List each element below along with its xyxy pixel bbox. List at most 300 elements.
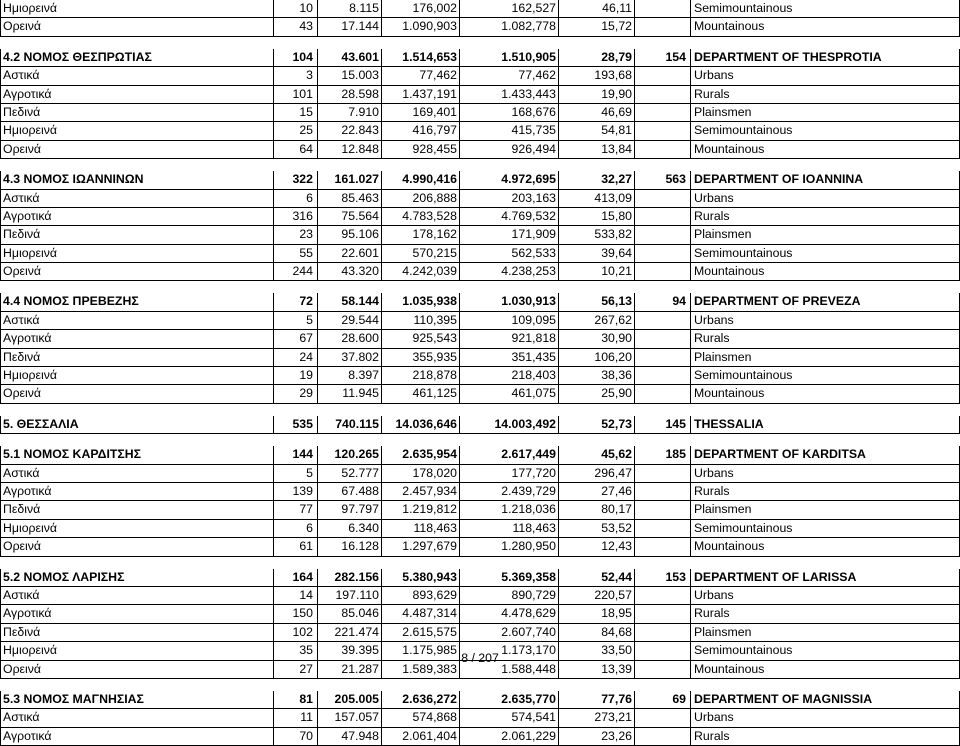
cell-border [0, 171, 1, 188]
cell-area-label: 4.2 ΝΟΜΟΣ ΘΕΣΠΡΩΤΙΑΣ [3, 49, 152, 64]
cell-border [690, 483, 691, 500]
cell-english-label: Rurals [694, 728, 730, 743]
cell-population: 205.005 [334, 691, 379, 706]
cell-density: 19,90 [601, 86, 632, 101]
cell-area-km2: 2.457,934 [402, 483, 457, 498]
table-row [0, 190, 960, 208]
cell-population: 197.110 [335, 587, 379, 602]
cell-english-label: DEPARTMENT OF IOANNINA [694, 172, 864, 187]
cell-area-km2: 218,878 [412, 368, 457, 383]
cell-border [317, 501, 318, 518]
cell-population: 120.265 [334, 447, 379, 462]
cell-density-rank [634, 86, 686, 103]
cell-density-rank: 185 [665, 447, 686, 462]
cell-density-rank [634, 330, 686, 347]
cell-area-label: Πεδινά [3, 502, 41, 517]
table-row [0, 122, 960, 140]
cell-settlements-count: 14 [299, 587, 313, 602]
cell-area-label: Ορεινά [3, 539, 42, 554]
cell-border [690, 0, 691, 17]
cell-border [690, 385, 691, 402]
cell-settlements-count: 81 [299, 691, 313, 706]
cell-area-label: Ημιορεινά [3, 368, 58, 383]
cell-density-rank [634, 538, 686, 555]
cell-density-rank [634, 349, 686, 366]
cell-settlements-count: 64 [299, 141, 313, 156]
cell-area-label: Ορεινά [3, 386, 42, 401]
cell-english-label: Urbans [694, 312, 734, 327]
cell-density: 77,76 [601, 691, 632, 706]
cell-population: 97.797 [341, 502, 379, 517]
cell-density: 39,64 [601, 245, 632, 260]
cell-border [317, 86, 318, 103]
cell-border [690, 709, 691, 726]
cell-area-km2: 2.061,404 [402, 728, 457, 743]
cell-population: 8.397 [348, 368, 379, 383]
cell-density-rank [634, 263, 686, 280]
cell-rural-area: 1.218,036 [501, 502, 556, 517]
cell-border [317, 104, 318, 121]
cell-border [317, 122, 318, 139]
cell-border [317, 312, 318, 329]
cell-population: 6.340 [348, 520, 379, 535]
cell-density-rank [634, 104, 686, 121]
cell-area-label: Αγροτικά [3, 728, 52, 743]
cell-border [0, 312, 1, 329]
table-row [0, 312, 960, 330]
cell-density-rank [634, 385, 686, 402]
cell-density: 80,17 [601, 502, 632, 517]
cell-border [690, 171, 691, 188]
cell-border [317, 520, 318, 537]
cell-area-label: Πεδινά [3, 104, 41, 119]
cell-border [317, 728, 318, 745]
cell-border [690, 226, 691, 243]
cell-rural-area: 171,909 [511, 227, 556, 242]
cell-area-km2: 169,401 [412, 104, 457, 119]
cell-area-label: Ημιορεινά [3, 643, 58, 658]
cell-settlements-count: 139 [292, 483, 313, 498]
cell-area-km2: 893,629 [412, 587, 457, 602]
cell-english-label: Urbans [694, 587, 734, 602]
row-spacer [0, 434, 960, 446]
cell-border [317, 18, 318, 35]
cell-rural-area: 2.439,729 [501, 483, 556, 498]
cell-border [0, 190, 1, 207]
cell-population: 157.057 [334, 710, 379, 725]
table-row [0, 263, 960, 281]
cell-population: 29.544 [341, 312, 379, 327]
cell-rural-area: 109,095 [511, 312, 556, 327]
cell-density-rank: 69 [672, 691, 686, 706]
cell-english-label: Semimountainous [694, 368, 793, 383]
cell-density-rank [634, 367, 686, 384]
cell-rural-area: 1.280,950 [501, 539, 556, 554]
cell-density: 220,57 [594, 587, 632, 602]
cell-rural-area: 415,735 [511, 123, 556, 138]
cell-density: 533,82 [594, 227, 632, 242]
cell-border [690, 520, 691, 537]
section-row [0, 569, 960, 587]
table-row [0, 349, 960, 367]
cell-english-label: Semimountainous [694, 1, 793, 15]
cell-english-label: Plainsmen [694, 104, 752, 119]
cell-english-label: DEPARTMENT OF KARDITSA [694, 447, 866, 462]
cell-rural-area: 1.082,778 [501, 19, 556, 34]
cell-density-rank [634, 67, 686, 84]
cell-border [690, 312, 691, 329]
cell-area-label: 5. ΘΕΣΣΑΛΙΑ [3, 416, 79, 431]
cell-density-rank [634, 605, 686, 622]
cell-area-label: Αστικά [3, 190, 40, 205]
cell-area-label: 5.1 ΝΟΜΟΣ ΚΑΡΔΙΤΣΗΣ [3, 447, 142, 462]
cell-area-label: Αγροτικά [3, 606, 52, 621]
cell-rural-area: 4.238,253 [501, 264, 556, 279]
cell-settlements-count: 70 [299, 728, 313, 743]
cell-english-label: THESSALIA [694, 416, 764, 431]
cell-settlements-count: 5 [306, 312, 313, 327]
cell-area-label: Αστικά [3, 587, 40, 602]
cell-density-rank [634, 501, 686, 518]
cell-area-label: Ορεινά [3, 661, 42, 676]
cell-population: 43.320 [341, 264, 379, 279]
cell-border [317, 691, 318, 708]
section-row [0, 171, 960, 189]
cell-population: 43.601 [341, 49, 379, 64]
cell-settlements-count: 35 [299, 643, 313, 658]
cell-density-rank [634, 208, 686, 225]
cell-border [690, 263, 691, 280]
cell-settlements-count: 61 [299, 539, 313, 554]
cell-english-label: Semimountainous [694, 520, 793, 535]
cell-density-rank: 94 [672, 294, 686, 309]
cell-border [690, 330, 691, 347]
cell-settlements-count: 102 [292, 624, 313, 639]
cell-area-km2: 1.437,191 [402, 86, 457, 101]
cell-area-km2: 4.487,314 [402, 606, 457, 621]
cell-area-km2: 178,020 [412, 465, 457, 480]
cell-border [690, 465, 691, 482]
row-spacer [0, 557, 960, 569]
cell-area-label: Ορεινά [3, 19, 42, 34]
cell-area-km2: 4.242,039 [402, 264, 457, 279]
cell-settlements-count: 322 [292, 172, 313, 187]
cell-english-label: Rurals [694, 483, 730, 498]
cell-english-label: Rurals [694, 208, 730, 223]
cell-border [317, 0, 318, 17]
cell-border [0, 385, 1, 402]
cell-border [690, 446, 691, 463]
cell-density: 84,68 [601, 624, 632, 639]
cell-border [317, 709, 318, 726]
cell-english-label: Mountainous [694, 264, 765, 279]
cell-area-label: Αστικά [3, 465, 40, 480]
cell-area-label: Πεδινά [3, 624, 41, 639]
table-row [0, 538, 960, 556]
cell-border [0, 605, 1, 622]
cell-area-km2: 118,463 [413, 520, 457, 535]
cell-border [317, 208, 318, 225]
cell-english-label: Mountainous [694, 19, 765, 34]
cell-border [317, 171, 318, 188]
cell-border [690, 349, 691, 366]
cell-border [317, 67, 318, 84]
cell-settlements-count: 316 [292, 208, 313, 223]
cell-area-km2: 110,395 [413, 312, 457, 327]
cell-settlements-count: 244 [292, 264, 313, 279]
cell-border [0, 330, 1, 347]
cell-border [317, 49, 318, 66]
table-row [0, 624, 960, 642]
cell-settlements-count: 6 [306, 190, 313, 205]
cell-border [0, 691, 1, 708]
cell-density: 10,21 [601, 264, 632, 279]
cell-area-label: Αγροτικά [3, 86, 52, 101]
cell-border [690, 122, 691, 139]
cell-area-km2: 4.783,528 [402, 208, 457, 223]
cell-border [317, 141, 318, 158]
cell-density-rank [634, 18, 686, 35]
cell-density: 23,26 [601, 728, 632, 743]
cell-area-km2: 5.380,943 [402, 569, 457, 584]
cell-density-rank [634, 624, 686, 641]
cell-border [0, 349, 1, 366]
cell-border [690, 501, 691, 518]
cell-area-km2: 925,543 [412, 331, 457, 346]
cell-border [690, 538, 691, 555]
section-row [0, 446, 960, 464]
cell-settlements-count: 10 [299, 1, 313, 15]
cell-area-label: Αστικά [3, 710, 40, 725]
cell-english-label: Mountainous [694, 539, 765, 554]
cell-population: 85.046 [341, 606, 379, 621]
cell-english-label: Semimountainous [694, 123, 793, 138]
table-row [0, 501, 960, 519]
cell-population: 22.601 [341, 245, 379, 260]
table-row [0, 483, 960, 501]
cell-border [690, 569, 691, 586]
row-spacer [0, 679, 960, 691]
cell-area-km2: 176,002 [412, 1, 457, 15]
cell-border [0, 86, 1, 103]
cell-english-label: Urbans [694, 68, 734, 83]
cell-english-label: Urbans [694, 710, 734, 725]
cell-density-rank [634, 122, 686, 139]
cell-english-label: Rurals [694, 606, 730, 621]
cell-border [317, 605, 318, 622]
cell-density-rank [634, 190, 686, 207]
row-spacer [0, 404, 960, 416]
cell-population: 11.945 [342, 386, 379, 401]
cell-border [0, 624, 1, 641]
cell-settlements-count: 3 [306, 68, 313, 83]
cell-population: 47.948 [341, 728, 379, 743]
cell-border [690, 190, 691, 207]
cell-density-rank: 154 [665, 49, 686, 64]
cell-border [317, 349, 318, 366]
cell-border [0, 728, 1, 745]
cell-border [690, 141, 691, 158]
cell-area-km2: 1.175,985 [402, 643, 457, 658]
cell-border [317, 245, 318, 262]
cell-density: 46,11 [602, 1, 632, 15]
cell-population: 161.027 [334, 172, 379, 187]
section-row [0, 691, 960, 709]
table-row [0, 587, 960, 605]
cell-english-label: DEPARTMENT OF MAGNISSIA [694, 691, 873, 706]
cell-rural-area: 4.769,532 [501, 208, 556, 223]
cell-population: 37.802 [341, 349, 379, 364]
cell-border [690, 245, 691, 262]
cell-border [0, 538, 1, 555]
cell-settlements-count: 77 [299, 502, 313, 517]
cell-density: 52,73 [601, 416, 632, 431]
cell-density-rank [634, 520, 686, 537]
cell-density: 28,79 [601, 49, 632, 64]
cell-area-label: Ημιορεινά [3, 1, 58, 15]
cell-area-km2: 178,162 [412, 227, 457, 242]
cell-density: 45,62 [601, 447, 632, 462]
cell-settlements-count: 144 [292, 447, 313, 462]
table-row [0, 208, 960, 226]
cell-settlements-count: 101 [292, 86, 313, 101]
cell-english-label: Mountainous [694, 141, 765, 156]
cell-border [317, 367, 318, 384]
cell-density: 267,62 [594, 312, 632, 327]
cell-border [317, 587, 318, 604]
cell-density-rank [634, 312, 686, 329]
cell-border [690, 293, 691, 310]
cell-area-label: 4.4 ΝΟΜΟΣ ΠΡΕΒΕΖΗΣ [3, 294, 139, 309]
cell-border [690, 624, 691, 641]
row-spacer [0, 159, 960, 171]
cell-border [0, 49, 1, 66]
cell-rural-area: 574,541 [511, 710, 556, 725]
cell-rural-area: 921,818 [511, 331, 556, 346]
cell-density: 25,90 [601, 386, 632, 401]
cell-rural-area: 2.061,229 [501, 728, 556, 743]
cell-density-rank [634, 728, 686, 745]
cell-population: 67.488 [341, 483, 379, 498]
cell-border [0, 416, 1, 433]
table-row [0, 86, 960, 104]
cell-population: 16.128 [341, 539, 379, 554]
cell-border [0, 141, 1, 158]
cell-border [0, 569, 1, 586]
cell-rural-area: 14.003,492 [494, 416, 556, 431]
cell-density-rank [634, 0, 686, 17]
cell-rural-area: 4.972,695 [501, 172, 556, 187]
table-row [0, 226, 960, 244]
cell-density: 12,43 [601, 539, 632, 554]
cell-border [317, 330, 318, 347]
cell-area-label: Ορεινά [3, 264, 42, 279]
cell-density: 32,27 [601, 172, 632, 187]
cell-density: 296,47 [594, 465, 632, 480]
cell-border [0, 293, 1, 310]
cell-english-label: DEPARTMENT OF THESPROTIA [694, 49, 882, 64]
table-row [0, 385, 960, 403]
cell-area-km2: 570,215 [412, 245, 457, 260]
cell-border [0, 0, 1, 17]
cell-border [0, 709, 1, 726]
cell-rural-area: 562,533 [511, 245, 556, 260]
cell-border [317, 385, 318, 402]
cell-density: 54,81 [601, 123, 632, 138]
table-row [0, 104, 960, 122]
cell-density-rank: 563 [665, 172, 686, 187]
section-row [0, 293, 960, 311]
cell-area-km2: 2.615,575 [402, 624, 457, 639]
cell-area-label: Αγροτικά [3, 208, 52, 223]
cell-border [0, 104, 1, 121]
cell-rural-area: 1.173,170 [501, 643, 556, 658]
cell-density: 52,44 [601, 569, 632, 584]
cell-density: 106,20 [594, 349, 632, 364]
cell-border [0, 501, 1, 518]
cell-border [317, 446, 318, 463]
cell-border [317, 226, 318, 243]
cell-settlements-count: 15 [299, 104, 313, 119]
section-row [0, 49, 960, 67]
cell-density-rank [634, 141, 686, 158]
cell-border [0, 122, 1, 139]
cell-english-label: Plainsmen [694, 502, 752, 517]
cell-english-label: Rurals [694, 86, 730, 101]
cell-rural-area: 118,463 [512, 520, 556, 535]
cell-english-label: Semimountainous [694, 643, 793, 658]
cell-area-km2: 1.297,679 [402, 539, 457, 554]
cell-density: 13,39 [601, 661, 632, 676]
cell-settlements-count: 43 [299, 19, 313, 34]
cell-area-km2: 77,462 [419, 68, 457, 83]
cell-population: 12.848 [341, 141, 379, 156]
cell-english-label: Semimountainous [694, 245, 793, 260]
cell-density: 18,95 [601, 606, 632, 621]
cell-rural-area: 5.369,358 [501, 569, 556, 584]
cell-area-km2: 1.090,903 [402, 19, 457, 34]
cell-density-rank: 153 [665, 569, 686, 584]
cell-area-label: Ορεινά [3, 141, 42, 156]
table-row [0, 245, 960, 263]
cell-density: 53,52 [601, 520, 632, 535]
cell-area-label: Αστικά [3, 68, 40, 83]
cell-area-label: Ημιορεινά [3, 245, 58, 260]
cell-population: 8.115 [349, 1, 379, 15]
cell-border [690, 691, 691, 708]
cell-population: 21.287 [341, 661, 379, 676]
table-row [0, 605, 960, 623]
cell-rural-area: 218,403 [511, 368, 556, 383]
cell-border [317, 569, 318, 586]
cell-settlements-count: 72 [299, 294, 313, 309]
cell-border [690, 728, 691, 745]
cell-rural-area: 168,676 [511, 104, 556, 119]
cell-density: 273,21 [594, 710, 632, 725]
cell-area-km2: 1.589,383 [402, 661, 457, 676]
cell-border [0, 367, 1, 384]
cell-area-km2: 1.035,938 [402, 294, 457, 309]
cell-border [690, 587, 691, 604]
cell-border [690, 86, 691, 103]
cell-area-km2: 2.636,272 [402, 691, 457, 706]
cell-border [317, 483, 318, 500]
cell-border [690, 49, 691, 66]
cell-density-rank [634, 709, 686, 726]
cell-population: 221.474 [334, 624, 379, 639]
table-row [0, 67, 960, 85]
cell-population: 58.144 [341, 294, 379, 309]
